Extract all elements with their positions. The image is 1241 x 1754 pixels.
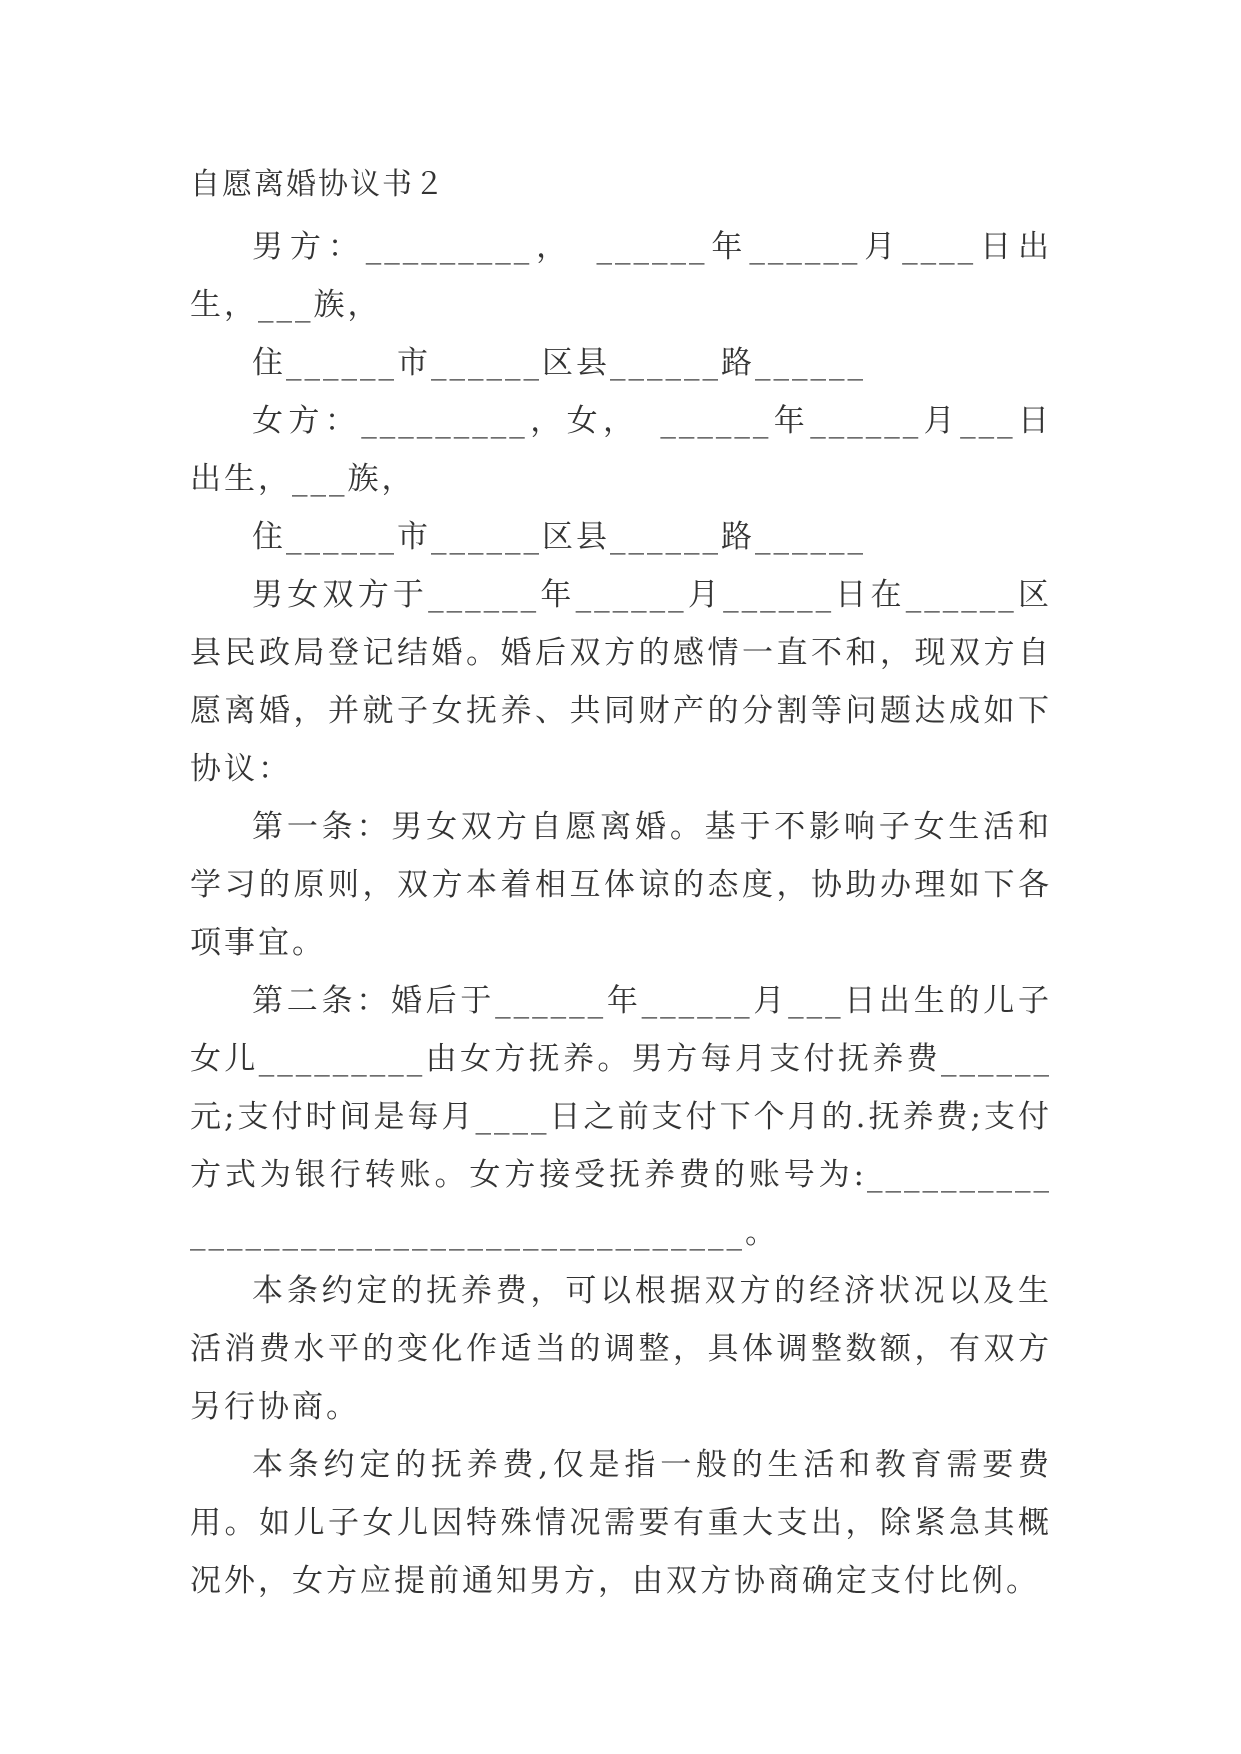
paragraph-article-1: 第一条：男女双方自愿离婚。基于不影响子女生活和学习的原则，双方本着相互体谅的态度，协助办理如下各项事宜。 — [190, 809, 1052, 961]
paragraph-male-address: 住______市______区县______路______ — [252, 345, 866, 381]
document-title: 自愿离婚协议书２ — [190, 167, 446, 202]
paragraph-female-address: 住______市______区县______路______ — [252, 519, 866, 555]
paragraph-male-party: 男方：_________， ______年______月____日出生，___族， — [190, 229, 1052, 323]
paragraph-support-adjustment: 本条约定的抚养费，可以根据双方的经济状况以及生活消费水平的变化作适当的调整，具体调整数额，有双方另行协商。 — [190, 1273, 1052, 1425]
paragraph-marriage-registration: 男女双方于______年______月______日在______区县民政局登记结婚。婚后双方的感情一直不和，现双方自愿离婚，并就子女抚养、共同财产的分割等问题达成如下协议： — [190, 577, 1052, 787]
paragraph-female-party: 女方：_________，女， ______年______月___日出生，___族， — [190, 403, 1052, 497]
paragraph-support-scope: 本条约定的抚养费,仅是指一般的生活和教育需要费用。如儿子女儿因特殊情况需要有重大支出，除紧急其概况外，女方应提前通知男方，由双方协商确定支付比例。 — [190, 1447, 1052, 1599]
paragraph-article-2: 第二条：婚后于______年______月___日出生的儿子女儿_________由女方抚养。男方每月支付抚养费______元;支付时间是每月____日之前支付下个月的.抚养费;支付方式为银行转账。女方接受抚养费的账号为:________________________________________。 — [190, 983, 1052, 1251]
document-body — [190, 218, 1052, 1610]
